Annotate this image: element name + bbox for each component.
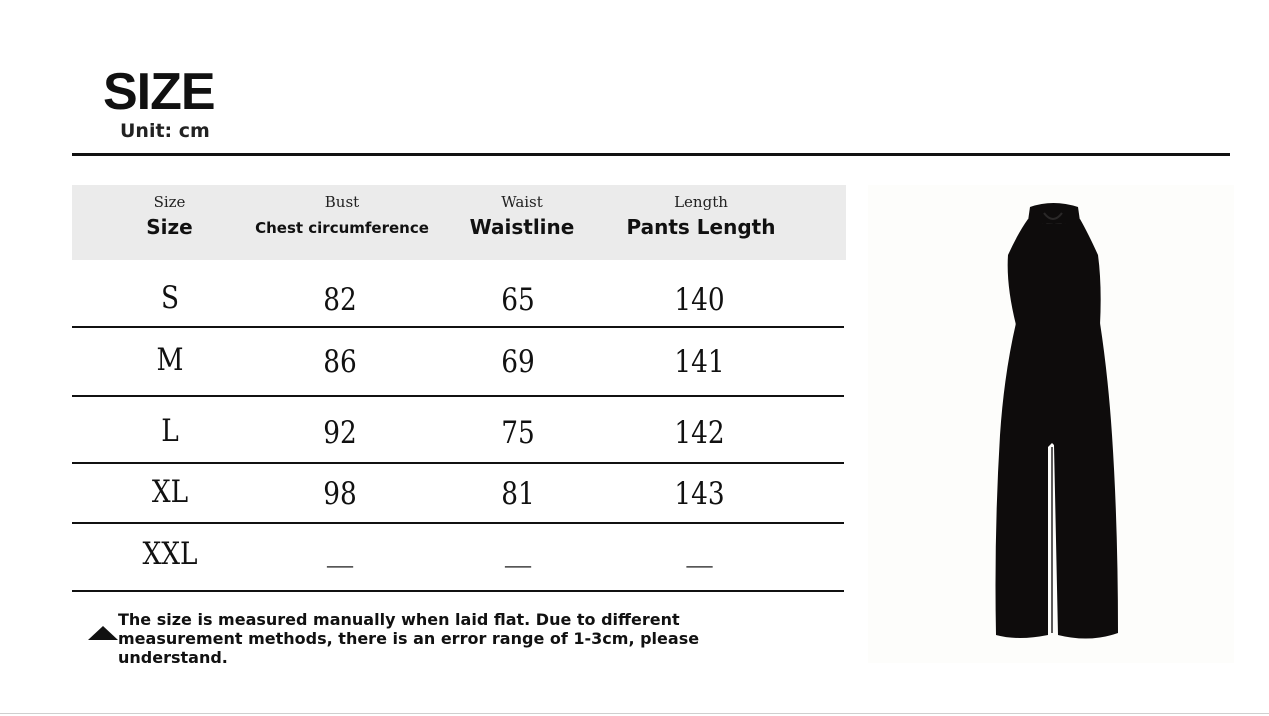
bust-cell: 86	[323, 344, 357, 380]
size-cell: S	[160, 280, 180, 316]
table-header	[72, 185, 846, 260]
size-table	[72, 185, 846, 572]
waist-cell: 65	[501, 282, 535, 318]
table-row	[72, 524, 844, 592]
note-line: The size is measured manually when laid flat. Due to different	[118, 610, 680, 629]
note-line: measurement methods, there is an error range of 1-3cm, please understand.	[118, 629, 700, 667]
length-cell: 142	[674, 415, 725, 451]
column-sublabel: Pants Length	[626, 215, 776, 239]
column-header-length	[620, 185, 782, 239]
column-sublabel: Chest circumference	[255, 219, 429, 237]
length-cell: 143	[674, 476, 725, 512]
product-image	[868, 185, 1234, 663]
column-label: Length	[674, 193, 728, 211]
length-cell: __	[686, 532, 713, 568]
waist-cell: 69	[501, 344, 535, 380]
measurement-note	[118, 610, 758, 667]
bust-cell: __	[326, 532, 354, 568]
size-cell: XXL	[142, 536, 198, 572]
waist-cell: 75	[501, 415, 535, 451]
size-cell: L	[161, 413, 179, 449]
length-cell: 141	[674, 344, 725, 380]
column-sublabel: Waistline	[469, 215, 575, 239]
column-header-bust	[252, 185, 432, 237]
page-title: SIZE	[103, 63, 215, 121]
column-label: Waist	[501, 193, 543, 211]
waist-cell: __	[504, 532, 532, 568]
table-row	[72, 464, 844, 524]
waist-cell: 81	[501, 476, 535, 512]
column-label: Bust	[324, 193, 360, 211]
bust-cell: 92	[323, 415, 357, 451]
halter-neck-jumpsuit-icon	[868, 185, 1234, 663]
bottom-border	[0, 713, 1269, 714]
table-row	[72, 397, 844, 464]
length-cell: 140	[674, 282, 725, 318]
table-row	[72, 260, 844, 328]
warning-triangle-icon	[88, 626, 118, 640]
bust-cell: 98	[323, 476, 357, 512]
table-row	[72, 328, 844, 397]
size-cell: M	[156, 342, 184, 378]
column-header-size	[112, 185, 227, 239]
bust-cell: 82	[323, 282, 357, 318]
unit-label: Unit: cm	[120, 120, 210, 142]
column-header-waist	[452, 185, 592, 239]
header-divider	[72, 153, 1230, 156]
size-cell: XL	[151, 474, 189, 510]
column-sublabel: Size	[146, 215, 193, 239]
column-label: Size	[153, 193, 186, 211]
